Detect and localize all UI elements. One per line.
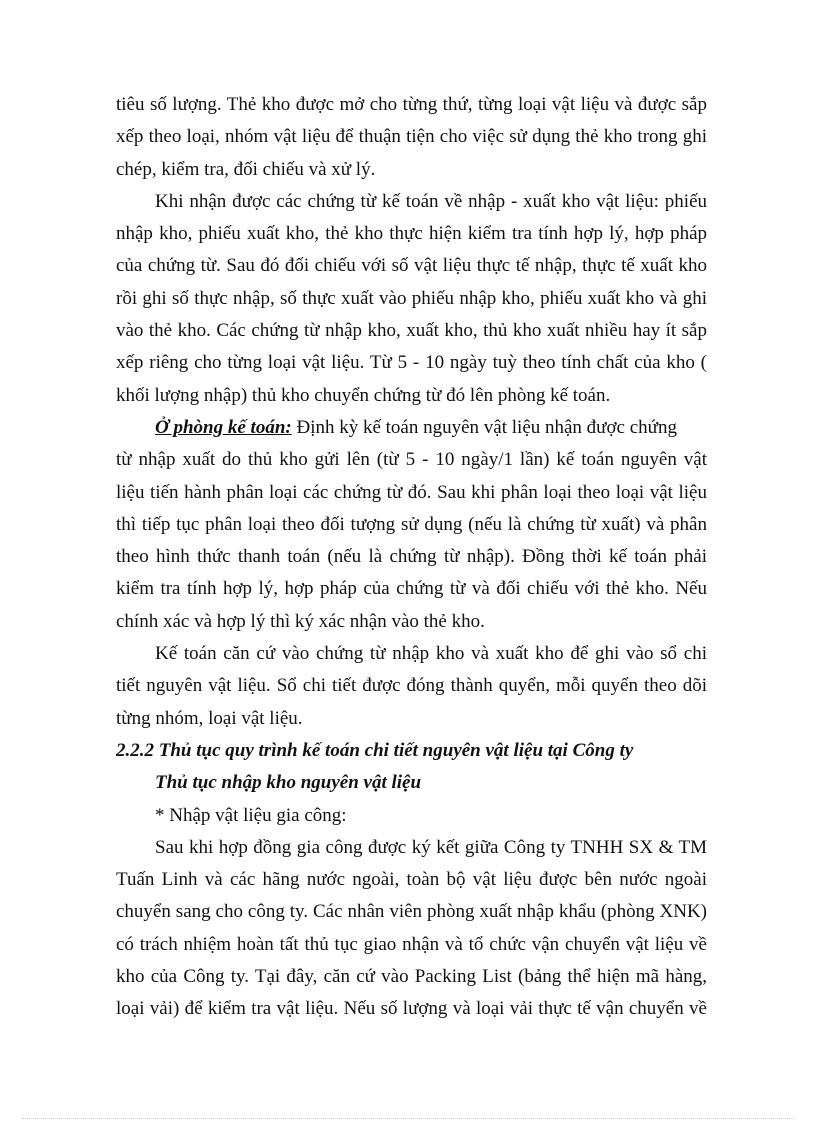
text-line: loại vải) để kiểm tra vật liệu. Nếu số lượng và loại vải thực tế vận chuyển về — [116, 998, 707, 1020]
text-line: chuyển sang cho công ty. Các nhân viên phòng xuất nhập khẩu (phòng XNK) — [116, 901, 707, 923]
text-line: Tuấn Linh và các hãng nước ngoài, toàn bộ vật liệu được bên nước ngoài — [116, 869, 707, 891]
text-line: tiêu số lượng. Thẻ kho được mở cho từng thứ, từng loại vật liệu và được sắp — [116, 94, 707, 115]
section-label: Ở phòng kế toán: — [155, 416, 292, 438]
text-line: chép, kiểm tra, đối chiếu và xử lý. — [116, 158, 376, 180]
text-line-with-label — [116, 412, 707, 444]
text-line: rồi ghi số thực nhập, số thực xuất vào phiếu nhập kho, phiếu xuất kho và ghi — [116, 287, 707, 309]
page-bottom-rule — [22, 1118, 794, 1119]
text-line: liệu tiến hành phân loại các chứng từ đó. Sau khi phân loại theo loại vật liệu — [116, 481, 707, 503]
section-heading: 2.2.2 Thủ tục quy trình kế toán chi tiết nguyên vật liệu tại Công ty — [116, 739, 634, 761]
text-line: Sau khi hợp đồng gia công được ký kết giữa Công ty TNHH SX & TM — [155, 836, 707, 858]
text-line: từ nhập xuất do thủ kho gửi lên (từ 5 - 10 ngày/1 lần) kế toán nguyên vật — [116, 449, 707, 471]
text-line: khối lượng nhập) thủ kho chuyển chứng từ đó lên phòng kế toán. — [116, 384, 611, 406]
text-line: kho của Công ty. Tại đây, căn cứ vào Packing List (bảng thể hiện mã hàng, — [116, 966, 707, 988]
text-line: vào thẻ kho. Các chứng từ nhập kho, xuất kho, thủ kho xuất nhiều hay ít sắp — [116, 320, 707, 342]
text-line: từng nhóm, loại vật liệu. — [116, 707, 303, 729]
document-page — [116, 89, 707, 1026]
text-line: theo hình thức thanh toán (nếu là chứng từ nhập). Đồng thời kế toán phải — [116, 546, 707, 568]
bullet-line: * Nhập vật liệu gia công: — [155, 804, 347, 826]
sub-heading: Thủ tục nhập kho nguyên vật liệu — [155, 772, 422, 794]
text-line: chính xác và hợp lý thì ký xác nhận vào thẻ kho. — [116, 610, 485, 632]
text-span: Định kỳ kế toán nguyên vật liệu nhận được chứng — [291, 416, 677, 438]
text-line: kiểm tra tính hợp lý, hợp pháp của chứng từ và đối chiếu với thẻ kho. Nếu — [116, 578, 707, 600]
text-line: có trách nhiệm hoàn tất thủ tục giao nhận và tổ chức vận chuyển vật liệu về — [116, 933, 707, 955]
text-line: nhập kho, phiếu xuất kho, thẻ kho thực hiện kiểm tra tính hợp lý, hợp pháp — [116, 223, 707, 245]
text-line: tiết nguyên vật liệu. Sổ chi tiết được đóng thành quyển, mỗi quyển theo dõi — [116, 675, 707, 697]
text-line: thì tiếp tục phân loại theo đối tượng sử dụng (nếu là chứng từ xuất) và phân — [116, 513, 707, 535]
text-line: xếp riêng cho từng loại vật liệu. Từ 5 - 10 ngày tuỳ theo tính chất của kho ( — [116, 352, 707, 374]
text-line: xếp theo loại, nhóm vật liệu để thuận tiện cho việc sử dụng thẻ kho trong ghi — [116, 126, 707, 148]
text-line: Khi nhận được các chứng từ kế toán về nhập - xuất kho vật liệu: phiếu — [155, 190, 707, 212]
text-line: Kế toán căn cứ vào chứng từ nhập kho và xuất kho để ghi vào sổ chi — [155, 643, 707, 665]
text-line: của chứng từ. Sau đó đối chiếu với số vật liệu thực tế nhập, thực tế xuất kho — [116, 255, 707, 277]
